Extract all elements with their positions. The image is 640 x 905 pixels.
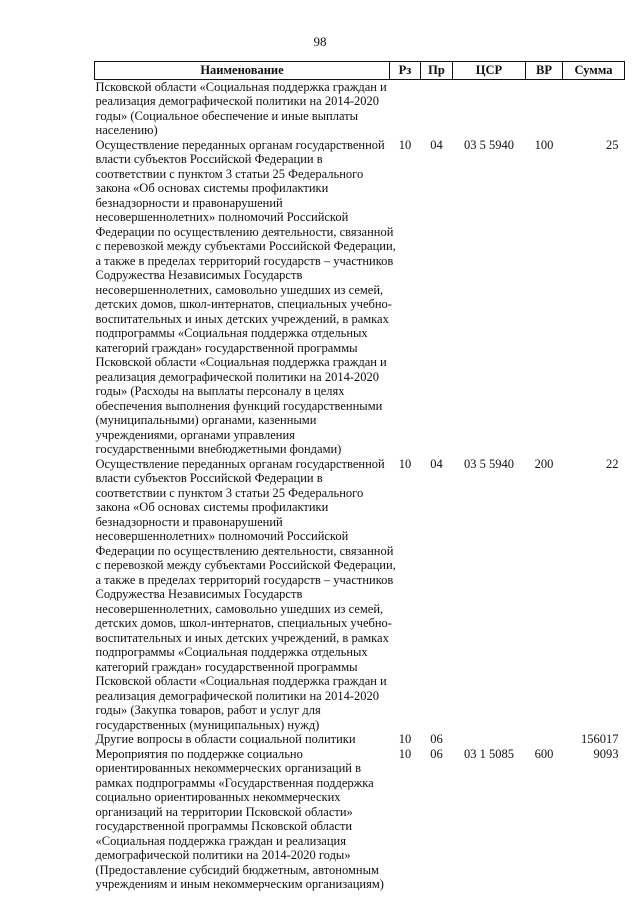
row-pr xyxy=(421,79,453,138)
row-name-line: безнадзорности и правонарушений xyxy=(95,514,283,529)
row-csr xyxy=(453,79,526,138)
row-name-line: подпрограммы «Социальная поддержка отдельных xyxy=(95,326,368,340)
row-pr: 06 xyxy=(430,732,443,746)
row-name-line: несовершеннолетних, самовольно ушедших из семей, xyxy=(95,601,384,616)
table-row xyxy=(95,747,625,892)
row-name-line: несовершеннолетних, самовольно ушедших из семей, xyxy=(95,282,384,297)
row-rz xyxy=(390,79,421,138)
row-name-line: населению) xyxy=(95,123,158,137)
row-sum xyxy=(563,79,625,138)
row-name-line: с перевозкой между субъектами Российской Федерации, xyxy=(95,239,396,253)
row-name-line: соответствии с пунктом 3 статьи 25 Федерального xyxy=(95,166,364,181)
row-name-line: воспитательных и иных детских учреждений, в рамках xyxy=(95,311,389,326)
row-name-line: Псковской области «Социальная поддержка граждан и xyxy=(95,79,387,94)
row-name-line: власти субъектов Российской Федерации в xyxy=(95,471,323,485)
row-name xyxy=(95,137,396,457)
row-name-line: рамках подпрограммы «Государственная поддержка xyxy=(95,775,374,790)
row-name-line: годы» (Расходы на выплаты персоналу в целях xyxy=(95,384,345,398)
table-row xyxy=(95,732,625,747)
header-vr: ВР xyxy=(526,62,563,80)
table-body xyxy=(95,79,625,892)
table-header xyxy=(95,62,625,80)
row-name-line: учреждениями, органами управления xyxy=(95,427,295,442)
row-name-line: а также в пределах территорий государств – участников xyxy=(95,572,394,587)
row-pr: 06 xyxy=(430,746,443,761)
row-vr: 100 xyxy=(534,137,554,152)
row-name-line: «Социальная поддержка граждан и реализация xyxy=(95,833,346,848)
row-sum: 25 xyxy=(606,137,619,152)
row-csr: 03 5 5940 xyxy=(464,137,514,152)
page-number: 98 xyxy=(313,34,327,49)
row-name-line: Осуществление переданных органам государственной xyxy=(95,137,385,152)
row-name-line: Другие вопросы в области социальной политики xyxy=(95,732,356,746)
header-pr: Пр xyxy=(421,62,453,80)
header-name: Наименование xyxy=(95,62,390,80)
row-vr xyxy=(526,79,563,138)
header-csr: ЦСР xyxy=(453,62,526,80)
row-name-line: обеспечения выполнения функций государственными xyxy=(95,398,383,413)
row-rz: 10 xyxy=(398,732,412,746)
row-name-line: демографической политики на 2014-2020 годы» xyxy=(95,848,351,862)
row-name-line: закона «Об основах системы профилактики xyxy=(95,181,329,195)
row-name-line: учреждениям и иным некоммерческим организациям) xyxy=(95,877,384,891)
row-name-line: воспитательных и иных детских учреждений, в рамках xyxy=(95,630,389,645)
table-row xyxy=(95,79,625,138)
row-vr: 200 xyxy=(534,456,554,471)
row-name xyxy=(95,79,390,138)
row-name-line: Псковской области «Социальная поддержка граждан и xyxy=(95,674,387,688)
row-name-line: власти субъектов Российской Федерации в xyxy=(95,152,323,166)
row-name-line: организаций на территории Псковской области» xyxy=(95,804,353,819)
header-sum: Сумма xyxy=(563,62,625,80)
row-sum: 156017 xyxy=(581,732,619,746)
row-name-line: а также в пределах территорий государств – участников xyxy=(95,253,394,268)
table-row xyxy=(95,457,625,733)
row-name-line: несовершеннолетних» полномочий Российской xyxy=(95,210,349,224)
row-name xyxy=(95,456,396,733)
row-name-line: государственными внебюджетными фондами) xyxy=(95,442,342,456)
row-name-line: детских домов, школ-интернатов, специальных учебно- xyxy=(95,297,392,311)
row-csr: 03 1 5085 xyxy=(464,746,514,761)
table-row xyxy=(95,138,625,457)
row-name-line: Содружества Независимых Государств xyxy=(95,268,303,282)
row-name-line: годы» (Социальное обеспечение и иные выплаты xyxy=(95,108,359,123)
row-name-line: Федерации по осуществлению деятельности, связанной xyxy=(95,543,394,558)
row-name xyxy=(95,732,390,747)
row-name-line: Псковской области «Социальная поддержка граждан и xyxy=(95,355,387,369)
row-name-line: социально ориентированных некоммерческих xyxy=(95,790,341,804)
row-name-line: реализация демографической политики на 2014-2020 xyxy=(95,688,380,703)
row-name-line: Осуществление переданных органам государственной xyxy=(95,456,385,471)
row-name-line: категорий граждан» государственной программы xyxy=(95,659,358,674)
row-name-line: Федерации по осуществлению деятельности, связанной xyxy=(95,224,394,239)
row-rz: 10 xyxy=(398,456,412,471)
row-vr: 600 xyxy=(534,746,554,761)
row-name-line: закона «Об основах системы профилактики xyxy=(95,500,329,514)
row-name xyxy=(95,747,390,892)
row-name-line: годы» (Закупка товаров, работ и услуг для xyxy=(95,703,321,717)
header-rz: Рз xyxy=(390,62,421,80)
row-name-line: безнадзорности и правонарушений xyxy=(95,195,283,210)
row-rz: 10 xyxy=(398,137,412,152)
row-name-line: государственной программы Псковской области xyxy=(95,819,353,833)
budget-table xyxy=(94,61,625,892)
row-name-line: Содружества Независимых Государств xyxy=(95,587,303,601)
row-name-line: ориентированных некоммерческих организаций в xyxy=(95,761,361,775)
row-name-line: детских домов, школ-интернатов, специальных учебно- xyxy=(95,616,392,630)
row-name-line: государственных (муниципальных) нужд) xyxy=(95,717,320,732)
row-name-line: соответствии с пунктом 3 статьи 25 Федерального xyxy=(95,485,364,500)
row-sum: 22 xyxy=(606,456,619,471)
row-pr: 04 xyxy=(430,456,443,471)
row-name-line: с перевозкой между субъектами Российской Федерации, xyxy=(95,558,396,572)
row-csr: 03 5 5940 xyxy=(464,456,514,471)
row-csr xyxy=(453,732,526,747)
row-name-line: Мероприятия по поддержке социально xyxy=(95,746,303,761)
row-name-line: (муниципальными) органами, казенными xyxy=(95,413,317,427)
row-name-line: (Предоставление субсидий бюджетным, автономным xyxy=(95,862,379,877)
row-sum: 9093 xyxy=(593,746,619,761)
row-name-line: категорий граждан» государственной программы xyxy=(95,340,358,355)
row-vr xyxy=(526,732,563,747)
row-rz: 10 xyxy=(398,746,412,761)
row-name-line: реализация демографической политики на 2014-2020 xyxy=(95,94,380,108)
row-pr: 04 xyxy=(430,137,443,152)
row-name-line: реализация демографической политики на 2014-2020 xyxy=(95,369,380,384)
row-name-line: подпрограммы «Социальная поддержка отдельных xyxy=(95,645,368,659)
row-name-line: несовершеннолетних» полномочий Российской xyxy=(95,529,349,543)
